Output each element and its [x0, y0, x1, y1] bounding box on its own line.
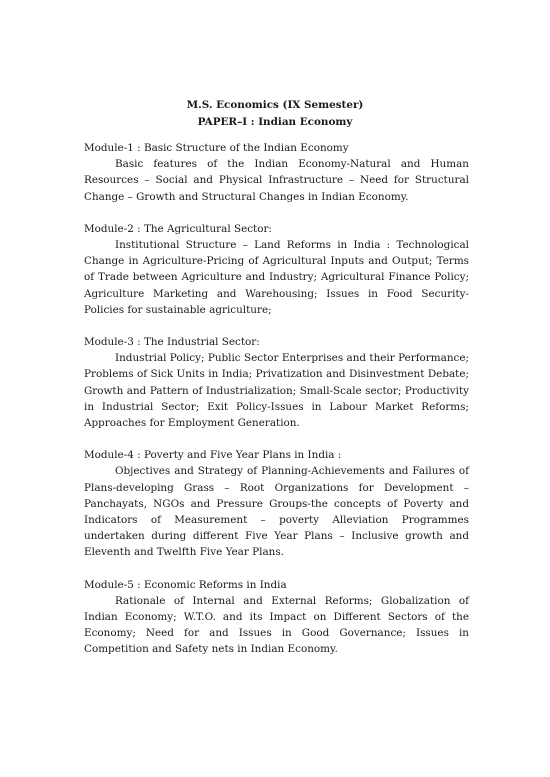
module-5 — [84, 577, 469, 658]
module-body: Industrial Policy; Public Sector Enterprises and their Performance; Problems of Sick Units in India; Privatization and Disinvestment Debate; Growth and Pattern of Industrialization; Small-Scale sector; Productivity in Industrial Sector; Exit Policy-Issues in Labour Market Reforms; Approaches for Employment Generation. — [84, 352, 469, 430]
module-body: Objectives and Strategy of Planning-Achievements and Failures of Plans-developing Grass – Root Organizations for Development – Panchayats, NGOs and Pressure Groups-the concepts of Poverty and Indicators of Measurement – poverty Alleviation Programmes undertaken during different Five Year Plans – Inclusive growth and Eleventh and Twelfth Five Year Plans. — [84, 465, 469, 559]
module-body: Institutional Structure – Land Reforms in India : Technological Change in Agriculture-Pricing of Agricultural Inputs and Output; Terms of Trade between Agriculture and Industry; Agricultural Finance Policy; Agriculture Marketing and Warehousing; Issues in Food Security-Policies for sustainable agriculture; — [84, 239, 469, 316]
module-title: Module-2 : The Agricultural Sector: — [84, 222, 272, 235]
module-title: Module-5 : Economic Reforms in India — [84, 578, 287, 591]
module-2 — [84, 221, 469, 318]
module-3 — [84, 334, 469, 431]
module-title: Module-4 : Poverty and Five Year Plans in India : — [84, 449, 342, 462]
module-4 — [84, 447, 469, 560]
module-title: Module-1 : Basic Structure of the Indian Economy — [84, 142, 349, 154]
module-body: Rationale of Internal and External Reforms; Globalization of Indian Economy; W.T.O. and its Impact on Different Sectors of the Economy; Need for and Issues in Good Governance; Issues in Competition and Safety nets in Indian Economy. — [84, 594, 469, 656]
module-body: Basic features of the Indian Economy-Natural and Human Resources – Social and Physical Infrastructure – Need for Structural Change – Growth and Structural Changes in Indian Economy. — [84, 158, 469, 203]
module-title: Module-3 : The Industrial Sector: — [84, 336, 260, 349]
document-title: M.S. Economics (IX Semester) — [186, 99, 364, 111]
syllabus-content — [84, 140, 469, 674]
module-1 — [84, 140, 469, 205]
document-header — [0, 97, 550, 131]
document-subtitle: PAPER–I : Indian Economy — [197, 116, 353, 128]
